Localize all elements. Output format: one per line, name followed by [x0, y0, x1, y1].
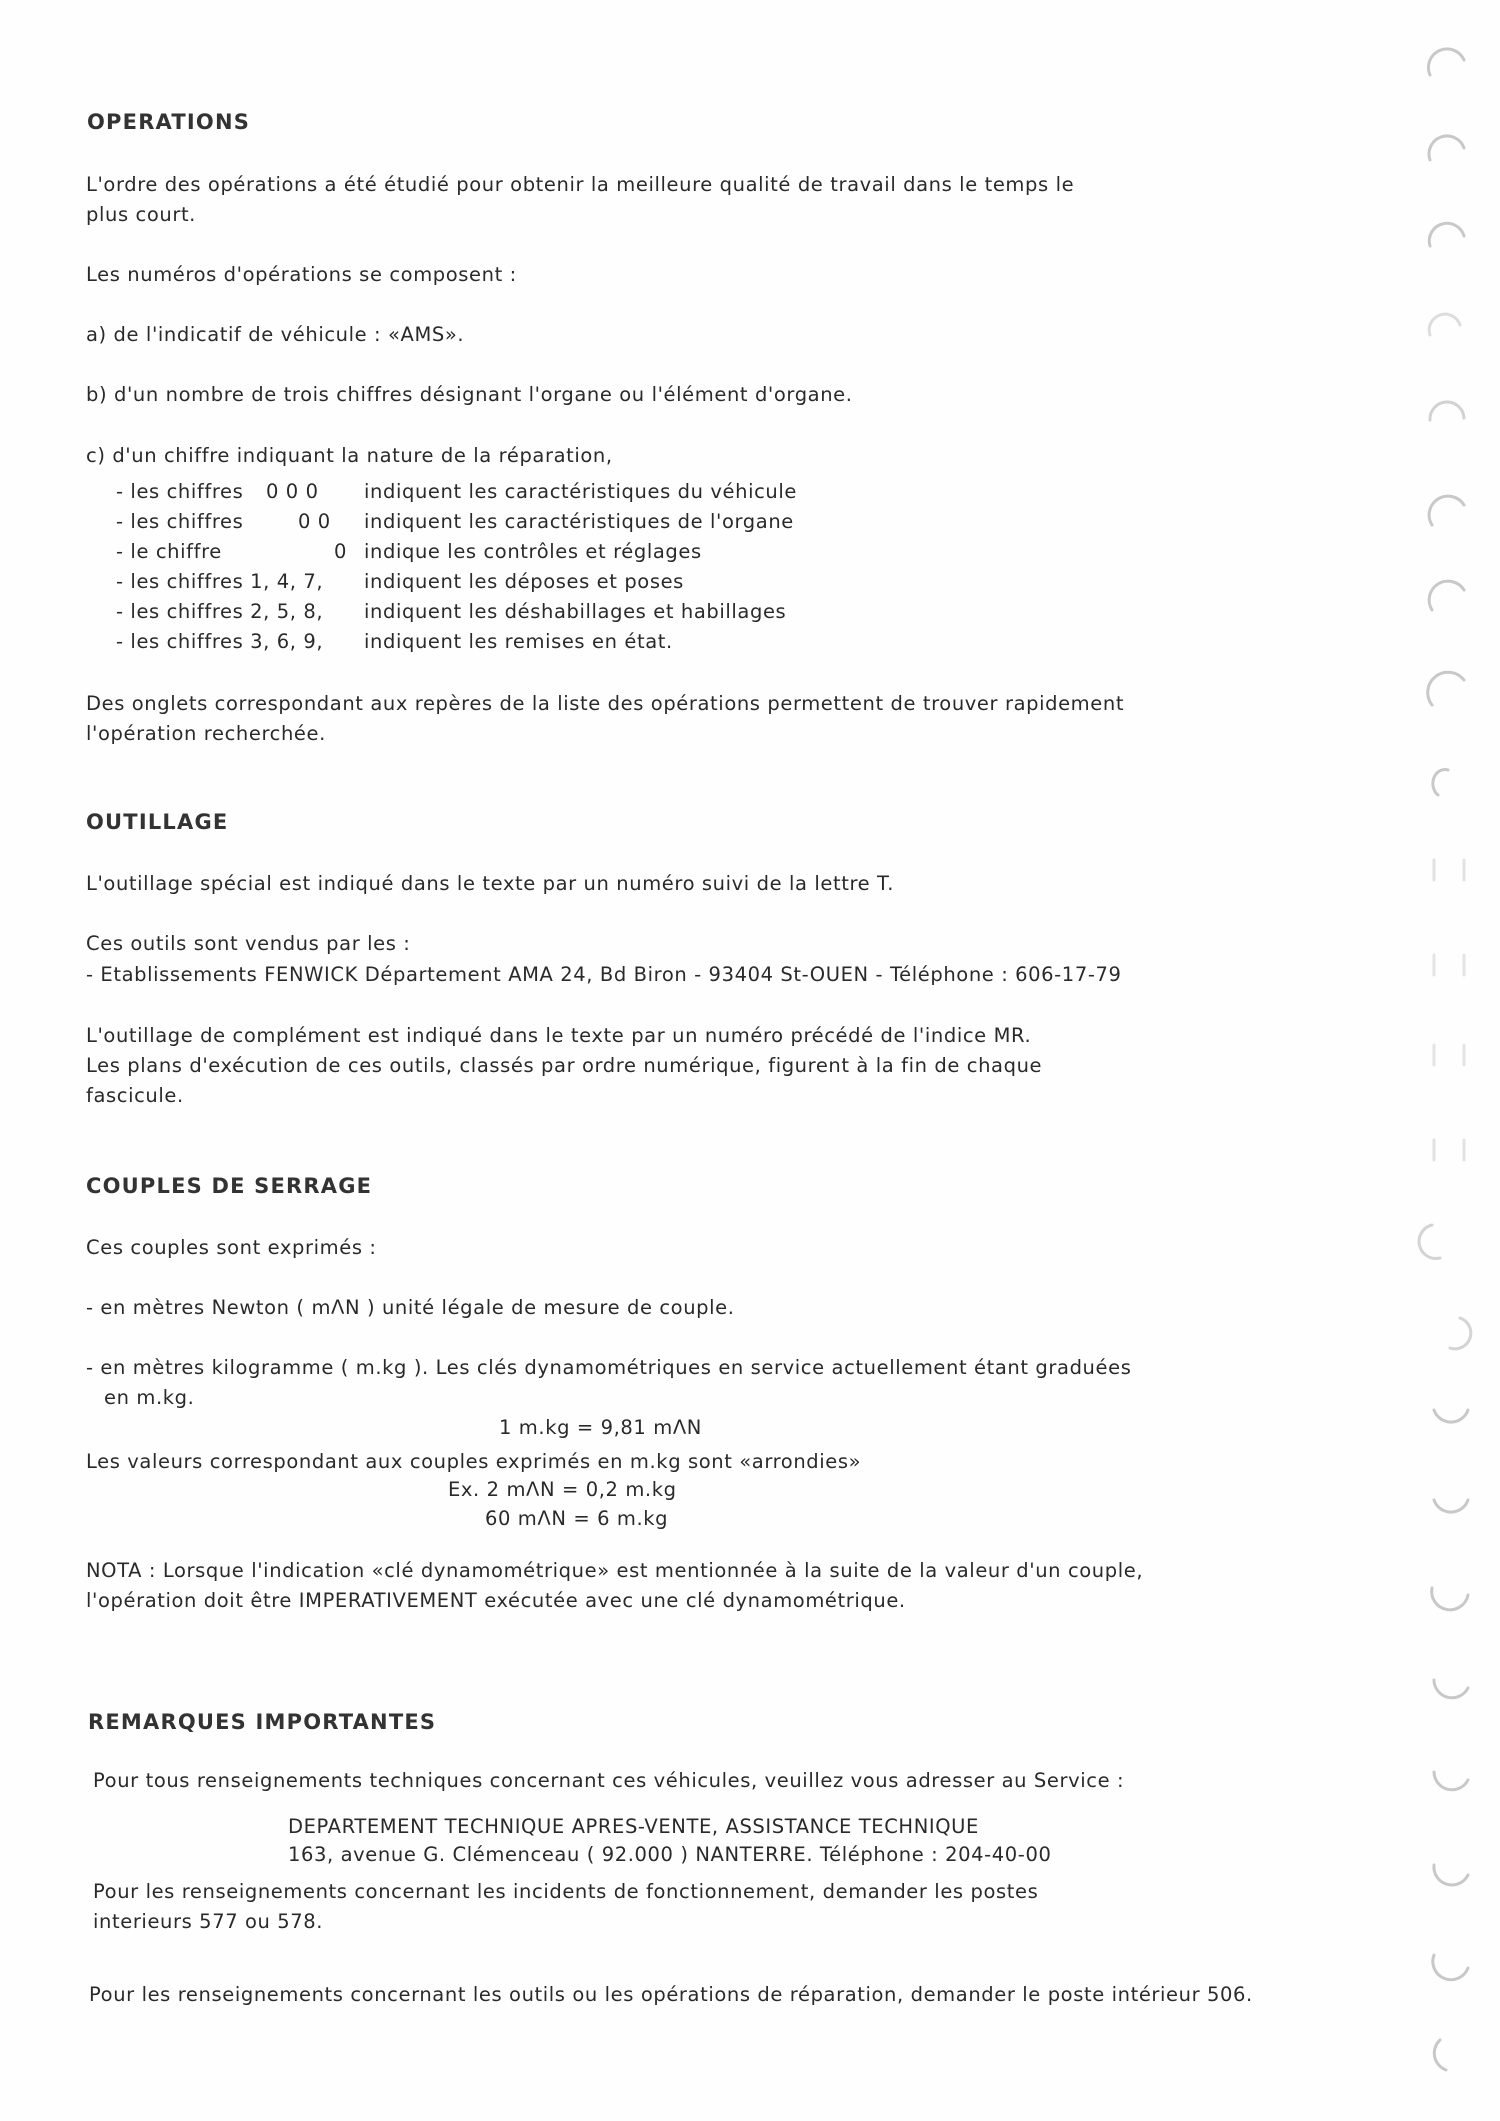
binder-hole-mark	[1434, 1140, 1464, 1160]
binder-hole-mark	[1430, 402, 1464, 420]
outillage-special: L'outillage spécial est indiqué dans le texte par un numéro suivi de la lettre T.	[86, 872, 895, 895]
digit-rule-lead: - les chiffres 1, 4, 7,	[116, 570, 324, 593]
couples-nota-line-2: l'opération doit être IMPERATIVEMENT exécutée avec une clé dynamométrique.	[86, 1589, 906, 1612]
digit-rule-meaning: indiquent les déposes et poses	[364, 570, 684, 593]
digit-rule-meaning: indiquent les remises en état.	[364, 630, 673, 653]
binder-hole-mark	[1434, 955, 1464, 975]
binder-hole-mark	[1429, 223, 1464, 246]
couples-heading: COUPLES DE SERRAGE	[86, 1174, 373, 1198]
digit-rule-digits: 0 0 0	[266, 480, 319, 503]
couples-kg-line-1: - en mètres kilogramme ( m.kg ). Les clés dynamométriques en service actuellement étant graduées	[86, 1356, 1132, 1379]
remarques-dept-line-2: 163, avenue G. Clémenceau ( 92.000 ) NANTERRE. Téléphone : 204-40-00	[288, 1843, 1052, 1866]
couples-newton: - en mètres Newton ( mΛN ) unité légale de mesure de couple.	[86, 1296, 735, 1319]
binder-hole-mark	[1434, 860, 1464, 880]
couples-nota-line-1: NOTA : Lorsque l'indication «clé dynamométrique» est mentionnée à la suite de la valeur d'un couple,	[86, 1559, 1144, 1582]
outillage-supplier: - Etablissements FENWICK Département AMA 24, Bd Biron - 93404 St-OUEN - Téléphone : 606-17-79	[86, 963, 1122, 986]
binder-hole-mark	[1434, 1045, 1464, 1065]
outillage-plans-line-2: fascicule.	[86, 1084, 184, 1107]
digit-rule-lead: - les chiffres 3, 6, 9,	[116, 630, 324, 653]
binder-hole-mark	[1434, 1865, 1468, 1885]
digit-rule-lead: - les chiffres 2, 5, 8,	[116, 600, 324, 623]
operations-tabs-line-2: l'opération recherchée.	[86, 722, 326, 745]
operations-intro-line-2: plus court.	[86, 203, 196, 226]
binder-hole-mark	[1419, 1225, 1440, 1258]
operations-item-a: a) de l'indicatif de véhicule : «AMS».	[86, 323, 465, 346]
binder-hole-mark	[1434, 2040, 1446, 2070]
digit-rule-meaning: indiquent les caractéristiques du véhicule	[364, 480, 797, 503]
operations-item-c: c) d'un chiffre indiquant la nature de la réparation,	[86, 444, 613, 467]
digit-rule-meaning: indique les contrôles et réglages	[364, 540, 702, 563]
remarques-heading: REMARQUES IMPORTANTES	[88, 1710, 437, 1734]
digit-rule-meaning: indiquent les déshabillages et habillages	[364, 600, 787, 623]
digit-rule-meaning: indiquent les caractéristiques de l'organe	[364, 510, 794, 533]
binder-hole-mark	[1434, 1410, 1468, 1422]
couples-example-1: Ex. 2 mΛN = 0,2 m.kg	[448, 1478, 677, 1501]
outillage-plans-line-1: Les plans d'exécution de ces outils, classés par ordre numérique, figurent à la fin de chaque	[86, 1054, 1043, 1077]
digit-rule-lead: - les chiffres	[116, 510, 244, 533]
binder-hole-mark	[1434, 1680, 1468, 1698]
couples-example-2: 60 mΛN = 6 m.kg	[485, 1507, 669, 1530]
outillage-sold-by: Ces outils sont vendus par les :	[86, 932, 411, 955]
operations-heading: OPERATIONS	[87, 110, 251, 134]
operations-composed: Les numéros d'opérations se composent :	[86, 263, 517, 286]
binder-hole-mark	[1429, 496, 1464, 525]
operations-tabs-line-1: Des onglets correspondant aux repères de la liste des opérations permettent de trouver rapidement	[86, 692, 1125, 715]
binder-hole-mark	[1450, 1318, 1471, 1349]
binder-hole-mark	[1433, 770, 1448, 795]
binder-hole-mark	[1428, 49, 1464, 75]
couples-equivalence: 1 m.kg = 9,81 mΛN	[499, 1416, 702, 1439]
operations-item-b: b) d'un nombre de trois chiffres désignant l'organe ou l'élément d'organe.	[86, 383, 853, 406]
binder-hole-mark	[1432, 1588, 1468, 1610]
binder-hole-mark	[1428, 672, 1464, 705]
digit-rule-lead: - les chiffres	[116, 480, 244, 503]
remarques-incidents-line-1: Pour les renseignements concernant les incidents de fonctionnement, demander les postes	[93, 1880, 1039, 1903]
binder-hole-mark	[1429, 314, 1460, 335]
binder-hole-mark	[1434, 1500, 1468, 1512]
binder-hole-mark	[1429, 581, 1464, 610]
digit-rule-digits: 0 0	[298, 510, 331, 533]
remarques-tools: Pour les renseignements concernant les outils ou les opérations de réparation, demander le poste intérieur 506.	[89, 1983, 1253, 2006]
operations-intro-line-1: L'ordre des opérations a été étudié pour obtenir la meilleure qualité de travail dans le temps le	[86, 173, 1075, 196]
couples-kg-line-2: en m.kg.	[104, 1386, 195, 1409]
outillage-heading: OUTILLAGE	[86, 810, 229, 834]
remarques-service: Pour tous renseignements techniques concernant ces véhicules, veuillez vous adresser au Service :	[93, 1769, 1125, 1792]
binder-hole-mark	[1434, 1772, 1468, 1790]
remarques-dept-line-1: DEPARTEMENT TECHNIQUE APRES-VENTE, ASSISTANCE TECHNIQUE	[288, 1815, 979, 1838]
binder-hole-mark	[1429, 136, 1464, 160]
remarques-incidents-line-2: interieurs 577 ou 578.	[93, 1910, 324, 1933]
couples-rounded: Les valeurs correspondant aux couples exprimés en m.kg sont «arrondies»	[86, 1450, 862, 1473]
outillage-complement: L'outillage de complément est indiqué dans le texte par un numéro précédé de l'indice MR.	[86, 1024, 1032, 1047]
binder-hole-mark	[1433, 1955, 1468, 1980]
digit-rule-lead: - le chiffre	[116, 540, 222, 563]
digit-rule-digits: 0	[334, 540, 348, 563]
couples-expressed: Ces couples sont exprimés :	[86, 1236, 377, 1259]
